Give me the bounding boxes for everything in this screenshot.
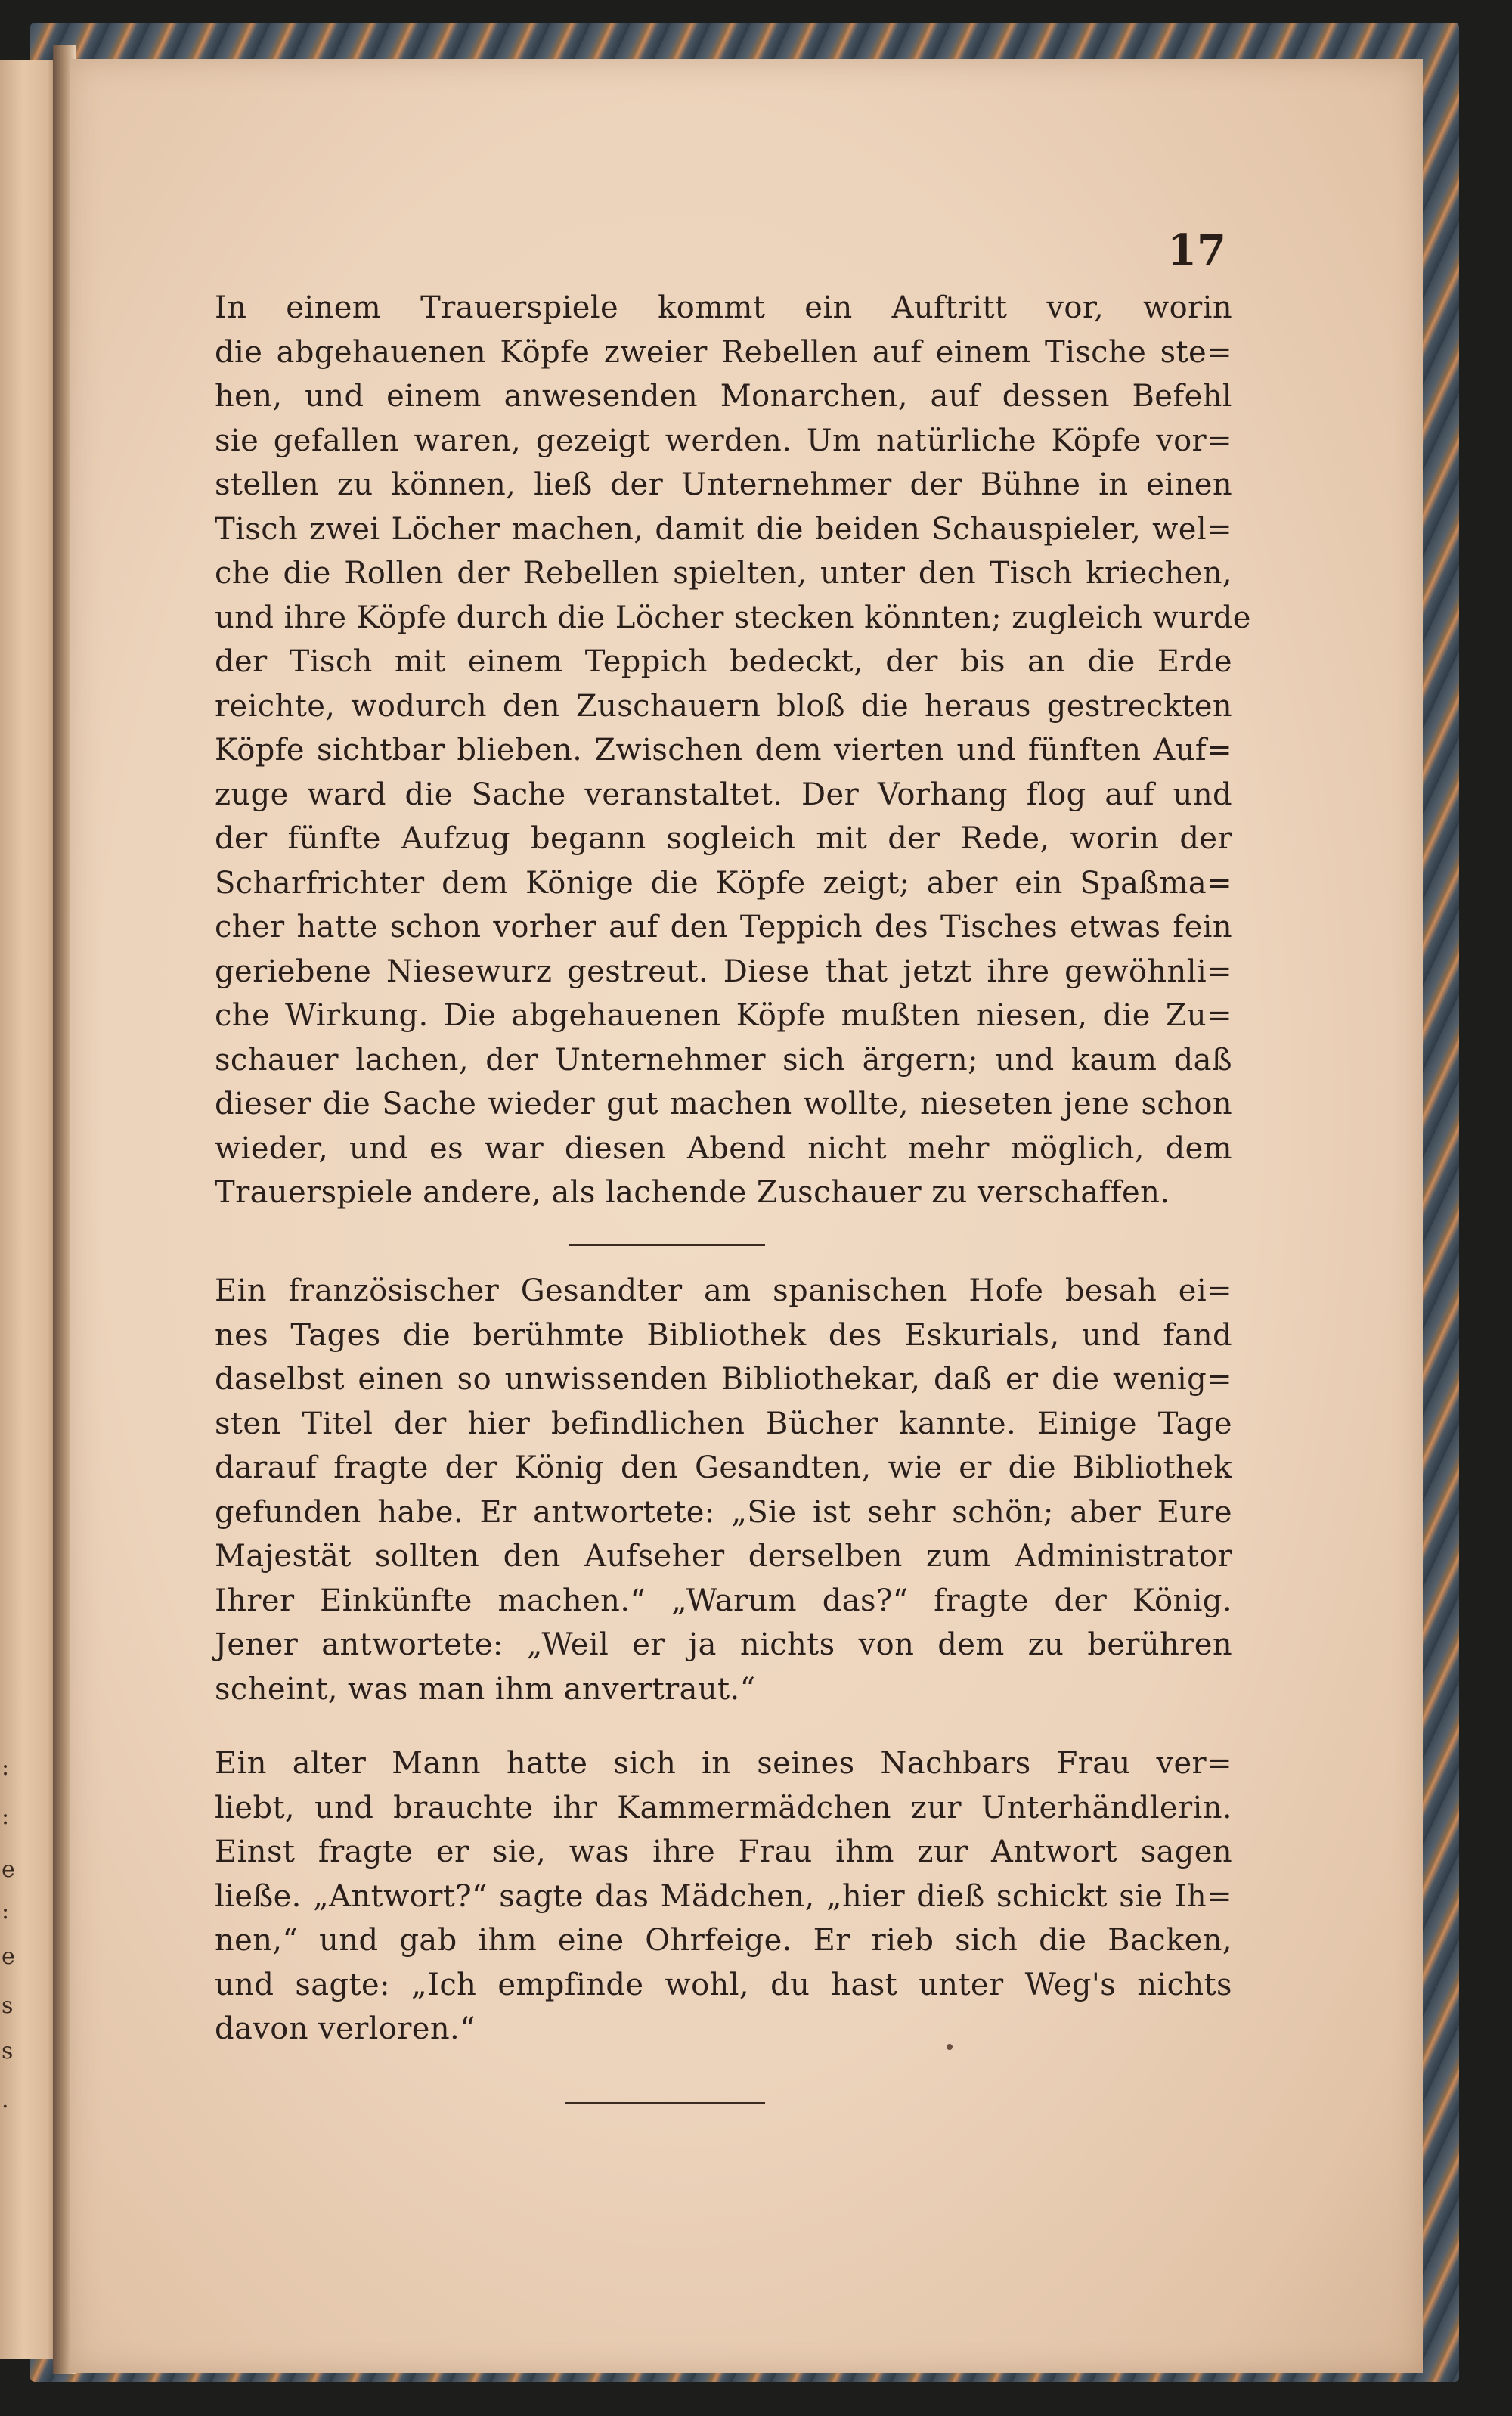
text-line: dieser die Sache wieder gut machen wollte, nieseten jene schon: [215, 1087, 1232, 1121]
text-line: zuge ward die Sache veranstaltet. Der Vorhang flog auf und: [215, 777, 1232, 812]
paragraph-2: [215, 1269, 1232, 1711]
text-line: gefunden habe. Er antwortete: „Sie ist sehr schön; aber Eure: [215, 1494, 1232, 1530]
text-line: sie gefallen waren, gezeigt werden. Um natürliche Köpfe vor=: [215, 423, 1232, 458]
text-line: Jener antwortete: „Weil er ja nichts von dem zu berühren: [215, 1627, 1232, 1662]
text-line: Tisch zwei Löcher machen, damit die beiden Schauspieler, wel=: [215, 511, 1232, 547]
left-page-mark: :: [2, 1803, 10, 1830]
text-line: reichte, wodurch den Zuschauern bloß die heraus gestreckten: [215, 688, 1232, 724]
left-page-mark: :: [2, 1754, 10, 1781]
text-line: geriebene Niesewurz gestreut. Diese that jetzt ihre gewöhnli=: [215, 954, 1232, 989]
paragraph-1: [215, 286, 1251, 1215]
text-line: wieder, und es war diesen Abend nicht mehr möglich, dem: [215, 1130, 1232, 1166]
left-page-mark: .: [2, 2087, 9, 2114]
book-page: [70, 59, 1423, 2373]
text-line: liebt, und brauchte ihr Kammermädchen zur Unterhändlerin.: [215, 1790, 1232, 1825]
text-line: cher hatte schon vorher auf den Teppich des Tisches etwas fein: [215, 910, 1232, 944]
text-line: schauer lachen, der Unternehmer sich ärgern; und kaum daß: [215, 1042, 1232, 1078]
text-line: hen, und einem anwesenden Monarchen, auf dessen Befehl: [215, 379, 1232, 414]
text-line: und sagte: „Ich empfinde wohl, du hast unter Weg's nichts: [215, 1967, 1232, 2002]
text-line: stellen zu können, ließ der Unternehmer der Bühne in einen: [215, 467, 1232, 502]
text-line: nen,“ und gab ihm eine Ohrfeige. Er rieb sich die Backen,: [215, 1923, 1232, 1958]
text-line: der Tisch mit einem Teppich bedeckt, der bis an die Erde: [215, 644, 1232, 679]
left-page-mark: e: [2, 1943, 15, 1970]
text-line: scheint, was man ihm anvertraut.“: [215, 1671, 756, 1707]
text-line: Ein alter Mann hatte sich in seines Nachbars Frau ver=: [215, 1746, 1232, 1781]
text-line: Ein französischer Gesandter am spanischen Hofe besah ei=: [215, 1273, 1232, 1308]
left-page-mark: e: [2, 1856, 15, 1883]
text-line: sten Titel der hier befindlichen Bücher kannte. Einige Tage: [215, 1406, 1232, 1441]
section-divider: [569, 1244, 765, 1246]
text-line: ließe. „Antwort?“ sagte das Mädchen, „hier dieß schickt sie Ih=: [215, 1878, 1232, 1914]
text-line: nes Tages die berühmte Bibliothek des Eskurials, und fand: [215, 1317, 1232, 1353]
text-line: Trauerspiele andere, als lachende Zuschauer zu verschaffen.: [215, 1175, 1170, 1210]
text-line: darauf fragte der König den Gesandten, wie er die Bibliothek: [215, 1450, 1232, 1485]
text-line: und ihre Köpfe durch die Löcher stecken könnten; zugleich wurde: [215, 600, 1251, 635]
text-line: Majestät sollten den Aufseher derselben zum Administrator: [215, 1539, 1232, 1574]
left-page-mark: :: [2, 1898, 10, 1924]
text-line: die abgehauenen Köpfe zweier Rebellen auf einem Tische ste=: [215, 334, 1232, 370]
left-page-mark: s: [2, 1993, 14, 2019]
text-line: Scharfrichter dem Könige die Köpfe zeigt; aber ein Spaßma=: [215, 865, 1232, 901]
text-line: der fünfte Aufzug begann sogleich mit der Rede, worin der: [215, 821, 1232, 856]
text-line: che die Rollen der Rebellen spielten, unter den Tisch kriechen,: [215, 556, 1232, 591]
paragraph-3: [215, 1741, 1232, 2052]
text-line: che Wirkung. Die abgehauenen Köpfe mußten niesen, die Zu=: [215, 998, 1232, 1033]
ink-speck: [947, 2044, 953, 2050]
left-page-text-fragments: [0, 60, 53, 2359]
text-line: Ihrer Einkünfte machen.“ „Warum das?“ fragte der König.: [215, 1583, 1232, 1618]
text-line: Köpfe sichtbar blieben. Zwischen dem vierten und fünften Auf=: [215, 733, 1232, 768]
text-line: davon verloren.“: [215, 2011, 476, 2046]
page-number: 17: [1167, 225, 1226, 275]
left-page-mark: s: [2, 2038, 14, 2064]
section-divider: [565, 2102, 765, 2104]
text-line: daselbst einen so unwissenden Bibliothekar, daß er die wenig=: [215, 1362, 1232, 1397]
text-line: Einst fragte er sie, was ihre Frau ihm zur Antwort sagen: [215, 1834, 1232, 1869]
text-line: In einem Trauerspiele kommt ein Auftritt vor, worin: [215, 290, 1232, 325]
